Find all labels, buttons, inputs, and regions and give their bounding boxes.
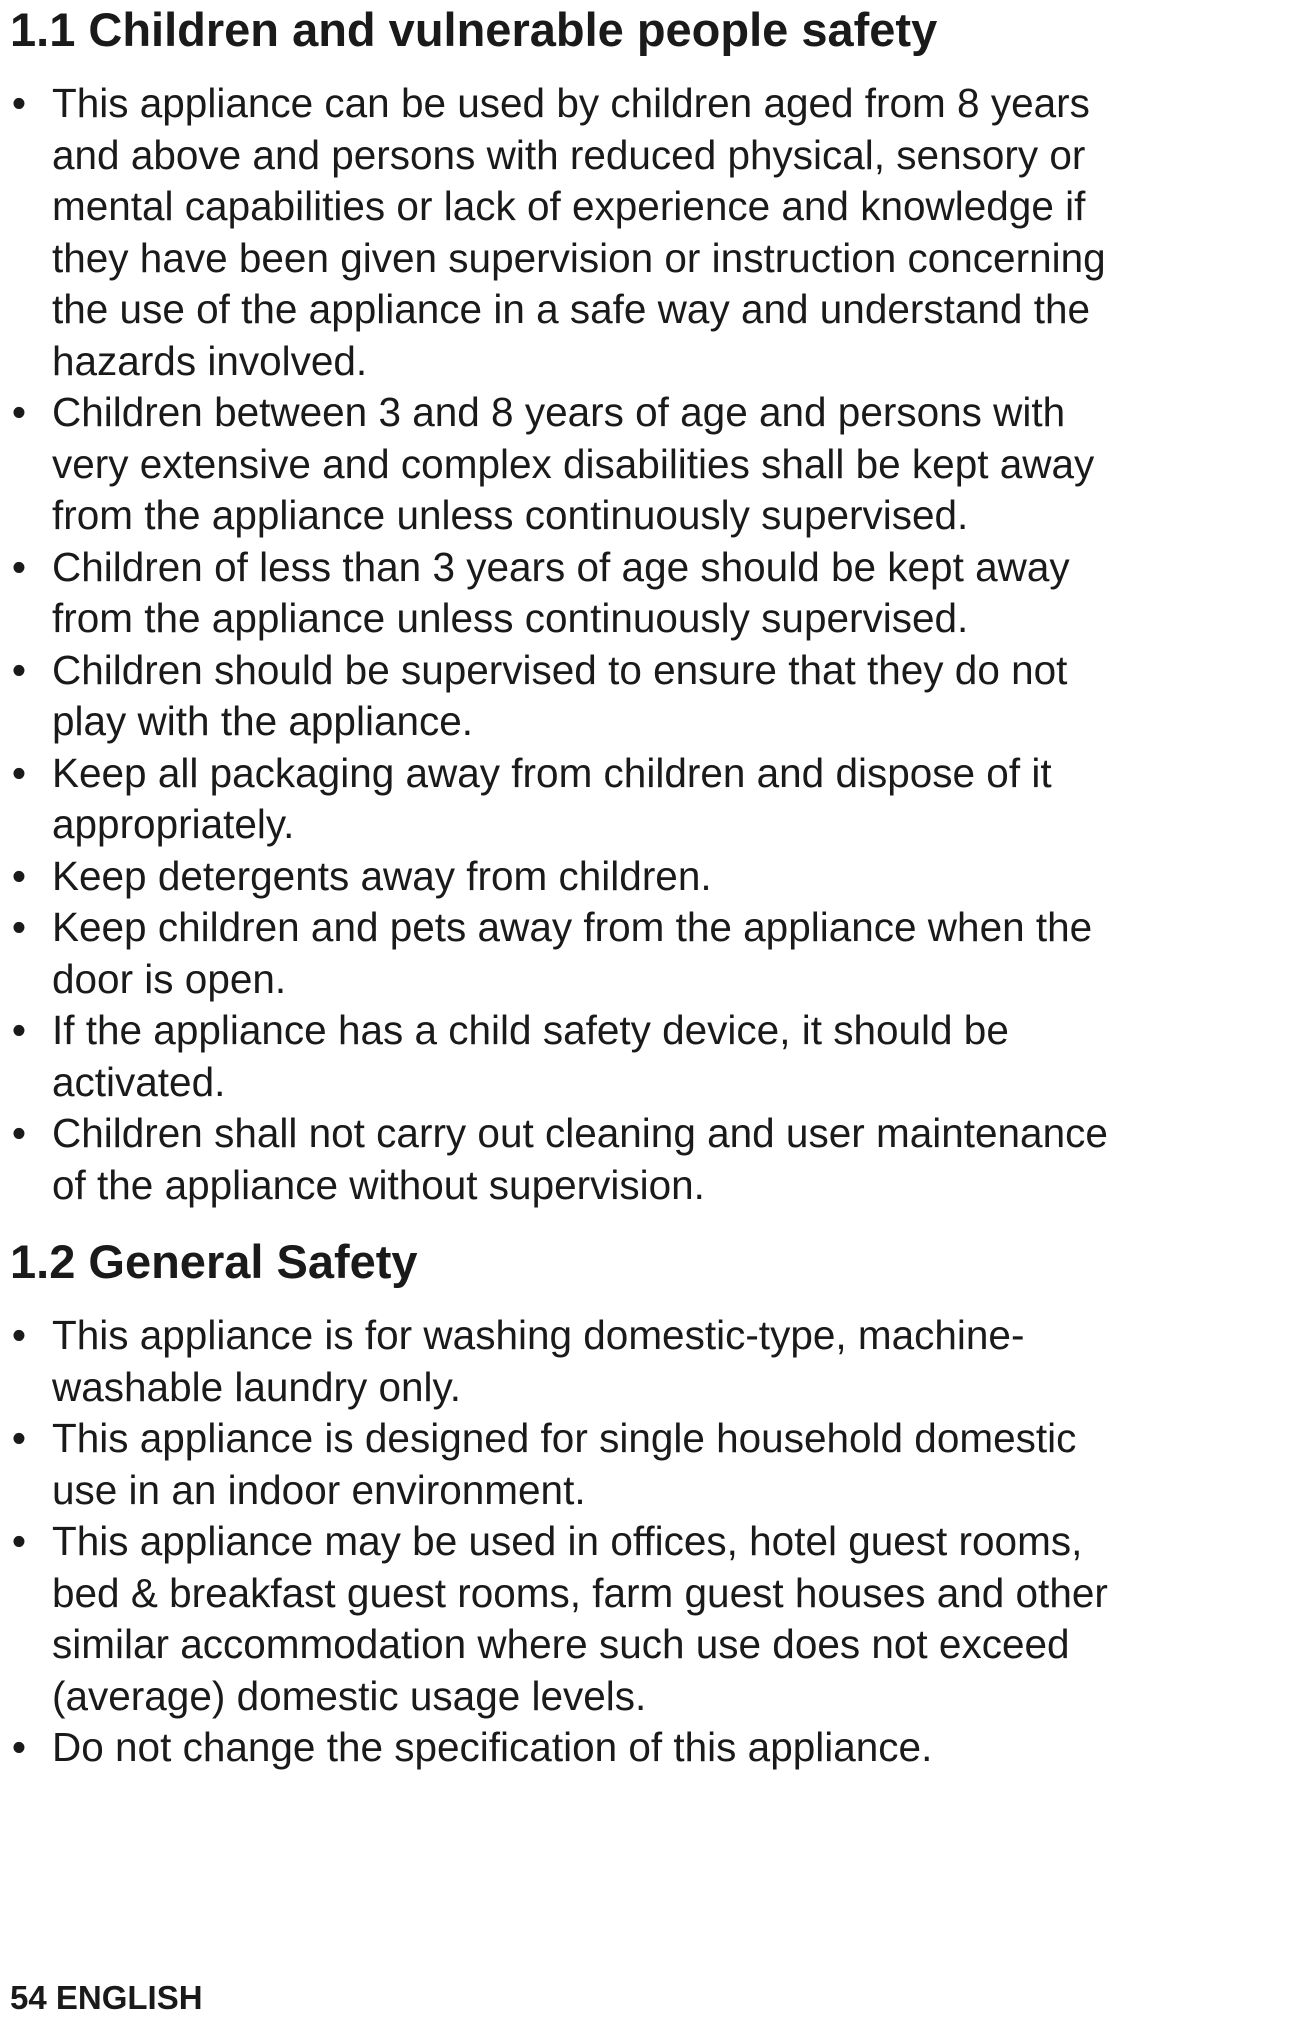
bullet-icon: • bbox=[11, 1110, 27, 1156]
bullet-icon: • bbox=[11, 1312, 27, 1358]
list-item bbox=[0, 387, 1313, 542]
bullet-icon: • bbox=[11, 749, 27, 796]
bullet-icon: • bbox=[11, 1724, 27, 1770]
bullet-icon: • bbox=[11, 543, 27, 590]
list-item bbox=[0, 902, 1313, 1005]
list-item-text: Do not change the specification of this appliance. bbox=[52, 1724, 933, 1770]
page-footer-label: 54 ENGLISH bbox=[10, 1979, 203, 2016]
list-item-text: Children of less than 3 years of age should be kept away from the appliance unless continuously supervised. bbox=[52, 543, 1070, 641]
list-item-text: Keep all packaging away from children and dispose of it appropriately. bbox=[52, 749, 1052, 847]
bullet-icon: • bbox=[11, 1415, 27, 1461]
list-item-text: Keep children and pets away from the appliance when the door is open. bbox=[52, 904, 1093, 1002]
list-item bbox=[0, 78, 1313, 387]
list-item bbox=[0, 1108, 1313, 1211]
bullet-icon: • bbox=[11, 389, 27, 435]
bullet-icon: • bbox=[11, 852, 27, 899]
list-item bbox=[0, 748, 1313, 851]
list-item bbox=[0, 851, 1313, 903]
list-item bbox=[0, 1310, 1313, 1413]
section-heading-general-safety: 1.2 General Safety bbox=[10, 1235, 418, 1288]
bullet-icon: • bbox=[11, 80, 27, 126]
bullet-icon: • bbox=[11, 1007, 27, 1053]
list-item bbox=[0, 1005, 1313, 1108]
list-item bbox=[0, 1516, 1313, 1722]
list-item-text: Children should be supervised to ensure that they do not play with the appliance. bbox=[52, 646, 1068, 744]
list-item bbox=[0, 645, 1313, 748]
list-item-text: Children between 3 and 8 years of age and persons with very extensive and complex disabilities shall be kept away from the appliance unless continuously supervised. bbox=[52, 389, 1095, 538]
list-item-text: Children shall not carry out cleaning and user maintenance of the appliance without supervision. bbox=[52, 1110, 1108, 1208]
list-item-text: If the appliance has a child safety device, it should be activated. bbox=[52, 1007, 1009, 1105]
list-item bbox=[0, 1413, 1313, 1516]
list-item-text: This appliance may be used in offices, hotel guest rooms, bed & breakfast guest rooms, farm guest houses and other similar accommodation where such use does not exceed (average) domestic usage levels. bbox=[52, 1518, 1108, 1719]
list-item-text: This appliance is designed for single household domestic use in an indoor environment. bbox=[52, 1415, 1077, 1513]
list-item-text: Keep detergents away from children. bbox=[52, 852, 712, 899]
list-item bbox=[0, 542, 1313, 645]
bullet-icon: • bbox=[11, 1518, 27, 1564]
general-safety-list bbox=[0, 1310, 1313, 1774]
bullet-icon: • bbox=[11, 646, 27, 693]
section-heading-children-safety: 1.1 Children and vulnerable people safety bbox=[10, 3, 938, 56]
list-item-text: This appliance is for washing domestic-type, machine- washable laundry only. bbox=[52, 1312, 1025, 1410]
list-item-text: This appliance can be used by children aged from 8 years and above and persons with reduced physical, sensory or mental capabilities or lack of experience and knowledge if they have been given supervision or instruction concerning the use of the appliance in a safe way and understand the hazards involved. bbox=[52, 80, 1106, 384]
children-safety-list bbox=[0, 78, 1313, 1211]
list-item bbox=[0, 1722, 1313, 1774]
bullet-icon: • bbox=[11, 904, 27, 950]
